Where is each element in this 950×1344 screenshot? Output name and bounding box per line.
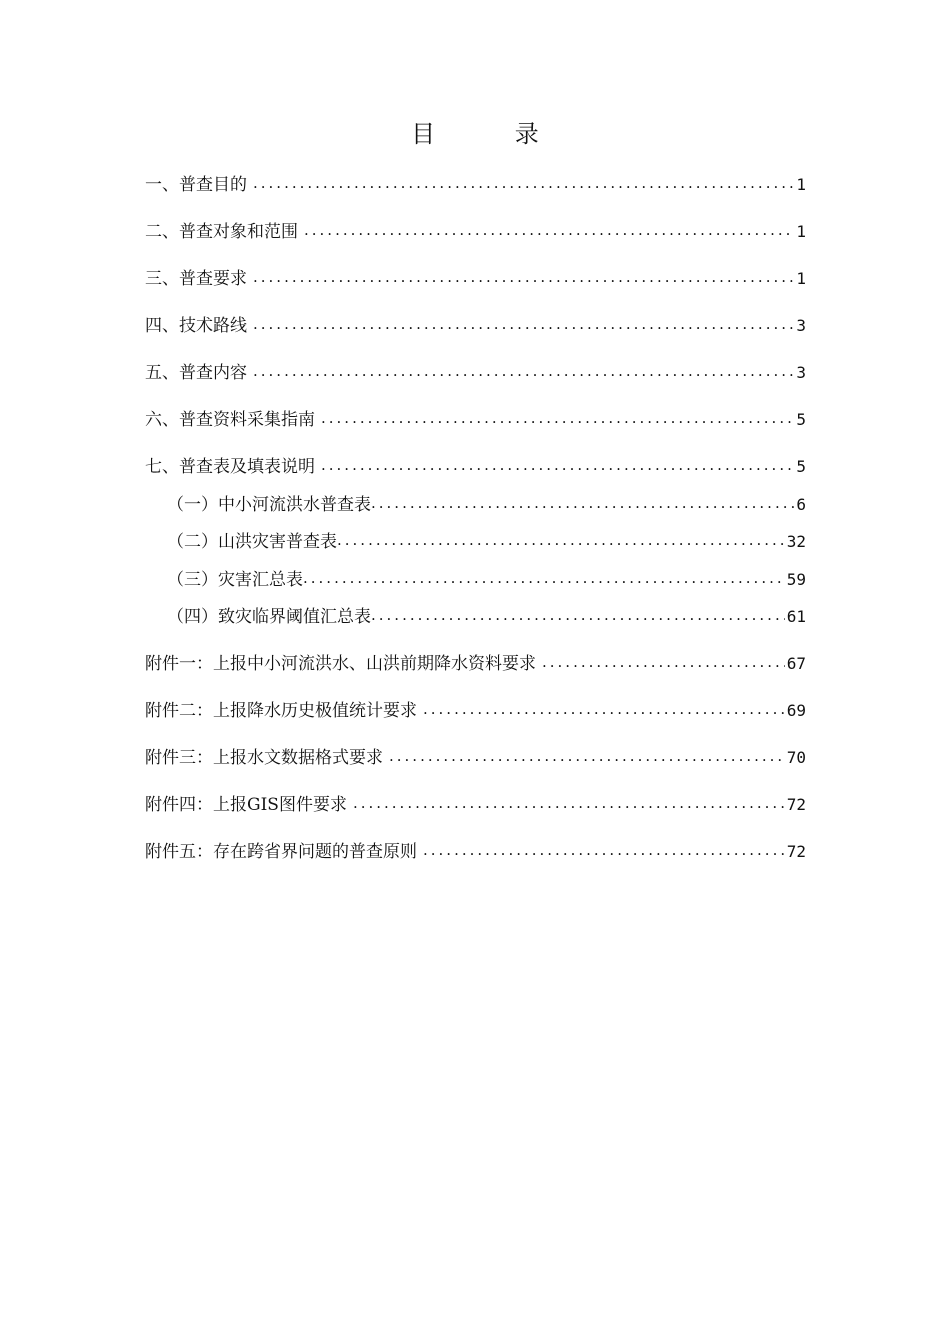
toc-entry-page: 1: [796, 222, 806, 241]
toc-entry-label: （二）山洪灾害普查表: [167, 532, 337, 552]
toc-entry[interactable]: [145, 360, 806, 407]
toc-leader-dots: [542, 649, 785, 675]
toc-entry-page: 69: [786, 701, 806, 720]
toc-entry[interactable]: [145, 219, 806, 266]
toc-subentry[interactable]: [145, 529, 806, 567]
toc-entry[interactable]: [145, 651, 806, 698]
toc-entry-page: 1: [796, 269, 806, 288]
toc-entry-page: 3: [796, 363, 806, 382]
toc-entry[interactable]: [145, 745, 806, 792]
toc-leader-dots: [321, 405, 794, 431]
toc-leader-dots: [303, 565, 785, 591]
toc-entry-page: 3: [796, 316, 806, 335]
toc-subentry[interactable]: [145, 604, 806, 651]
toc-leader-dots: [253, 311, 794, 337]
toc-entry-label: 附件二：上报降水历史极值统计要求: [145, 701, 417, 721]
toc-entry-label: （三）灾害汇总表: [167, 569, 303, 590]
toc-leader-dots: [321, 452, 794, 478]
toc-leader-dots: [353, 790, 785, 816]
toc-entry-page: 32: [786, 532, 806, 551]
toc-entry[interactable]: [145, 172, 806, 219]
toc-entry-label: （四）致灾临界阈值汇总表: [167, 607, 371, 627]
toc-title: 目 录: [411, 120, 575, 148]
toc-leader-dots: [337, 527, 785, 553]
toc-entry[interactable]: [145, 698, 806, 745]
toc-entry-label: 一、普查目的: [145, 175, 247, 195]
toc-entry[interactable]: [145, 407, 806, 454]
toc-entry[interactable]: [145, 839, 806, 886]
toc-entry-label: 三、普查要求: [145, 269, 247, 289]
toc-entry-page: 72: [786, 842, 806, 861]
toc-leader-dots: [253, 170, 794, 196]
toc-entry-page: 70: [786, 748, 806, 767]
toc-entry-page: 72: [786, 795, 806, 814]
toc-leader-dots: [253, 264, 794, 290]
toc-leader-dots: [371, 490, 794, 516]
toc-leader-dots: [389, 743, 785, 769]
toc-entry-label: 四、技术路线: [145, 316, 247, 336]
toc-subentry[interactable]: [145, 567, 806, 605]
toc-leader-dots: [253, 358, 794, 384]
toc-entry-label: 附件三：上报水文数据格式要求: [145, 748, 383, 768]
toc-entry-page: 5: [796, 457, 806, 476]
toc-entry-page: 61: [786, 607, 806, 626]
toc-entry-label: 七、普查表及填表说明: [145, 457, 315, 477]
toc-entry-label: 五、普查内容: [145, 363, 247, 383]
toc-entry-label: （一）中小河流洪水普查表: [167, 494, 371, 515]
toc-leader-dots: [423, 696, 785, 722]
toc-entry[interactable]: [145, 792, 806, 839]
toc-leader-dots: [423, 837, 785, 863]
toc-entry[interactable]: [145, 313, 806, 360]
toc-entry-page: 1: [796, 175, 806, 194]
toc-subentry[interactable]: [145, 492, 806, 530]
toc-entry-label: 附件一：上报中小河流洪水、山洪前期降水资料要求: [145, 654, 536, 674]
toc-list: [145, 172, 806, 886]
toc-entry-label: 二、普查对象和范围: [145, 222, 298, 242]
toc-entry-page: 6: [796, 494, 806, 514]
toc-entry-label: 附件四：上报GIS图件要求: [145, 795, 347, 815]
toc-entry[interactable]: [145, 454, 806, 492]
toc-entry-label: 六、普查资料采集指南: [145, 410, 315, 430]
toc-entry-page: 59: [786, 569, 806, 589]
toc-entry[interactable]: [145, 266, 806, 313]
toc-entry-page: 67: [786, 654, 806, 673]
toc-leader-dots: [304, 217, 794, 243]
toc-leader-dots: [371, 602, 785, 628]
toc-entry-page: 5: [796, 410, 806, 429]
toc-entry-label: 附件五：存在跨省界问题的普查原则: [145, 842, 417, 862]
